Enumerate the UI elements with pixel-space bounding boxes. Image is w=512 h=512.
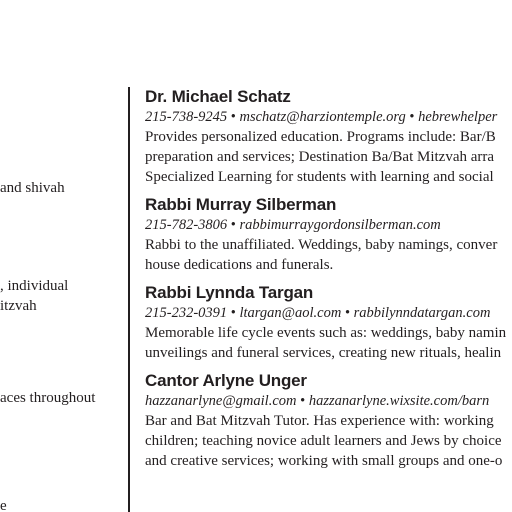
description-line: Specialized Learning for students with learning and social (145, 169, 494, 185)
entry-contact (145, 304, 512, 323)
entry-website[interactable]: rabbilynndatargan.com (353, 305, 491, 321)
contact-separator: • (230, 217, 236, 233)
entry-email[interactable]: hazzanarlyne@gmail.com (145, 393, 297, 409)
directory-entry-targan (145, 282, 512, 363)
entry-name: Rabbi Lynnda Targan (145, 283, 314, 302)
left-fragment: , individual (0, 278, 69, 294)
entry-name: Cantor Arlyne Unger (145, 371, 307, 390)
entry-email[interactable]: mschatz@harziontemple.org (239, 109, 406, 125)
description-line: Provides personalized education. Programs include: Bar/B (145, 129, 496, 145)
description-line: and creative services; working with small groups and one-o (145, 453, 503, 469)
entry-phone: 215-782-3806 (145, 217, 228, 233)
contact-separator: • (344, 305, 351, 321)
column-divider (128, 87, 130, 512)
description-line: children; teaching novice adult learners and Jews by choice (145, 433, 502, 449)
contact-separator: • (409, 109, 415, 125)
entry-contact (145, 392, 512, 411)
directory-entry-schatz (145, 86, 512, 187)
entry-contact (145, 216, 512, 235)
contact-separator: • (230, 305, 236, 321)
contact-separator: • (230, 109, 236, 125)
description-line: preparation and services; Destination Ba/Bat Mitzvah arra (145, 149, 495, 165)
entry-name: Dr. Michael Schatz (145, 87, 291, 106)
entry-phone: 215-232-0391 (145, 305, 228, 321)
entry-description (145, 411, 512, 471)
directory-entry-silberman (145, 194, 512, 275)
directory-listing (145, 86, 512, 512)
entry-website[interactable]: hebrewhelper (418, 109, 498, 125)
left-column-cut-text (0, 0, 128, 512)
entry-website[interactable]: hazzanarlyne.wixsite.com/barn (308, 393, 490, 409)
left-fragment: itzvah (0, 298, 37, 314)
directory-entry-unger (145, 370, 512, 471)
description-line: Rabbi to the unaffiliated. Weddings, baby namings, conver (145, 237, 498, 253)
description-line: Memorable life cycle events such as: weddings, baby namin (145, 325, 507, 341)
contact-separator: • (300, 393, 306, 409)
entry-description (145, 235, 512, 275)
entry-phone: 215-738-9245 (145, 109, 228, 125)
entry-name: Rabbi Murray Silberman (145, 195, 337, 214)
entry-description (145, 127, 512, 187)
entry-contact (145, 108, 512, 127)
entry-website[interactable]: rabbimurraygordonsilberman.com (239, 217, 441, 233)
left-fragment: and shivah (0, 180, 65, 196)
description-line: house dedications and funerals. (145, 257, 334, 273)
entry-description (145, 323, 512, 363)
description-line: Bar and Bat Mitzvah Tutor. Has experience with: working (145, 413, 494, 429)
description-line: unveilings and funeral services, creating new rituals, healin (145, 345, 502, 361)
entry-email[interactable]: ltargan@aol.com (239, 305, 342, 321)
left-fragment: e (0, 498, 7, 512)
left-fragment: aces throughout (0, 390, 96, 406)
